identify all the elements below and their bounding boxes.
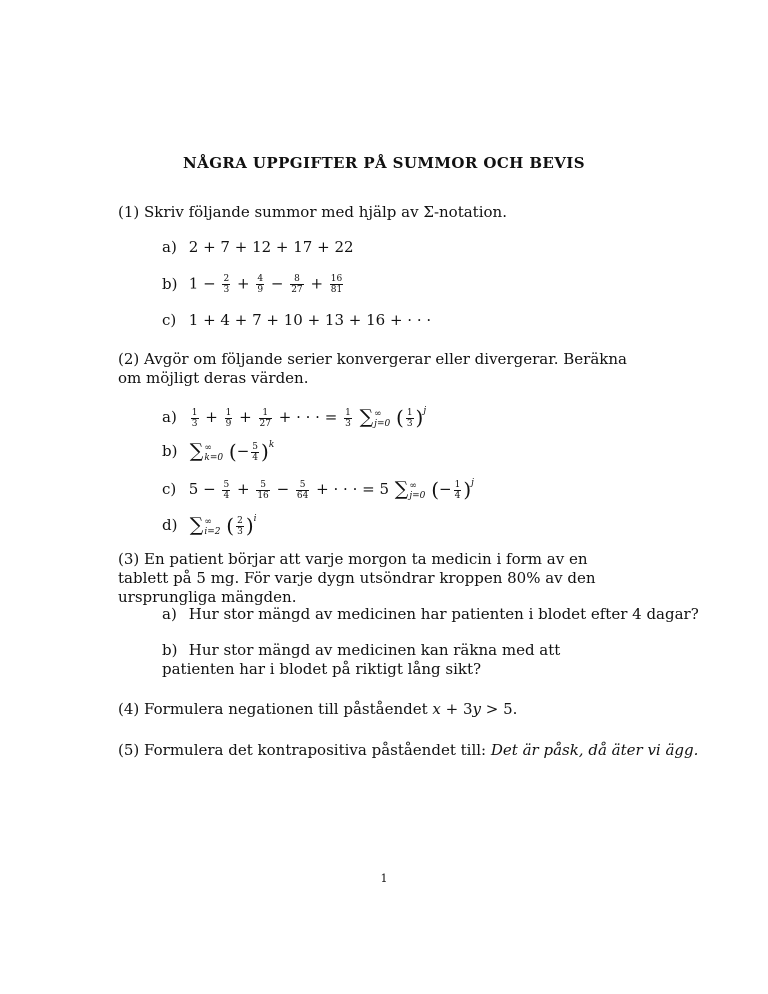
operator: + · · · = bbox=[278, 408, 338, 426]
operator: − bbox=[236, 442, 250, 460]
expr-part: 5 − bbox=[188, 480, 216, 498]
item-label: b) bbox=[162, 641, 178, 659]
question-number: (4) bbox=[118, 700, 140, 718]
exponent: k bbox=[268, 440, 275, 450]
fraction: $\frac{5}{4}$ bbox=[252, 441, 258, 463]
fraction: $\frac{4}{9}$ bbox=[257, 274, 264, 295]
question-text: Avgör om följande serier konvergerar eller divergerar. Beräkna om möjligt deras värden. bbox=[118, 350, 627, 387]
question-number: (5) bbox=[118, 741, 140, 759]
fraction: $\frac{1}{4}$ bbox=[454, 479, 461, 501]
fraction: $\frac{2}{3}$ bbox=[223, 274, 230, 295]
fraction: $\frac{8}{27}$ bbox=[291, 274, 303, 295]
fraction: $\frac{1}{3}$ bbox=[191, 407, 198, 429]
summation-symbol: ∑ ∞ j=0 bbox=[359, 405, 391, 429]
summation-symbol: ∑ ∞ i=2 bbox=[189, 513, 221, 537]
math-part: > 5. bbox=[481, 700, 518, 718]
q2-item-b: b) ∑ ∞ k=0 (− $\frac{5}{4}$ )$^k$ bbox=[162, 439, 275, 464]
fraction: $\frac{1}{9}$ bbox=[225, 407, 232, 429]
question-4 bbox=[118, 700, 517, 719]
math-variable: y bbox=[472, 700, 482, 718]
question-number: (1) bbox=[118, 203, 140, 221]
exponent: j bbox=[423, 406, 427, 416]
operator: + bbox=[239, 408, 252, 426]
operator: + · · · = 5 bbox=[316, 480, 389, 498]
q2-item-c: c) 5 − $\frac{5}{4}$ + $\frac{5}{16}$ − $\frac{5}{64}$ + · · · = 5 ∑ ∞ j=0 (− $\frac{1}{4}$ )$^j$ bbox=[162, 477, 474, 502]
fraction: $\frac{5}{16}$ bbox=[257, 479, 269, 501]
question-text: En patient börjar att varje morgon ta medicin i form av en tablett på 5 mg. För varje dygn utsöndrar kroppen 80% av den ursprungliga mängden. bbox=[118, 550, 596, 606]
quoted-statement: Det är påsk, då äter vi ägg. bbox=[490, 741, 699, 759]
q3-item-b bbox=[162, 641, 628, 679]
item-text: Hur stor mängd av medicinen kan räkna med att patienten har i blodet på riktigt lång sikt? bbox=[162, 641, 561, 678]
item-label: d) bbox=[162, 516, 178, 534]
operator: + bbox=[236, 274, 250, 293]
question-number: (3) bbox=[118, 550, 140, 568]
question-3 bbox=[118, 550, 638, 607]
page-title: NÅGRA UPPGIFTER PÅ SUMMOR OCH BEVIS bbox=[183, 154, 585, 172]
fraction: $\frac{1}{27}$ bbox=[259, 407, 271, 429]
item-label: b) bbox=[162, 442, 178, 460]
q3-item-a bbox=[162, 605, 699, 624]
q2-item-d: d) ∑ ∞ i=2 ( $\frac{2}{3}$ )$^i$ bbox=[162, 513, 257, 538]
fraction: $\frac{5}{4}$ bbox=[223, 479, 230, 501]
fraction: $\frac{1}{3}$ bbox=[345, 407, 351, 429]
math-variable: x bbox=[432, 700, 441, 718]
q1-item-b bbox=[162, 274, 345, 295]
item-label: c) bbox=[162, 311, 177, 329]
question-text: Formulera negationen till påståendet bbox=[144, 700, 428, 718]
math-part: + 3 bbox=[440, 700, 473, 718]
item-text: Hur stor mängd av medicinen har patienten i blodet efter 4 dagar? bbox=[188, 605, 699, 623]
operator: + bbox=[236, 480, 250, 498]
item-label: a) bbox=[162, 605, 177, 623]
operator: + bbox=[310, 274, 324, 293]
fraction: $\frac{16}{81}$ bbox=[330, 274, 343, 295]
item-expression: 1 + 4 + 7 + 10 + 13 + 16 + · · · bbox=[188, 311, 432, 329]
operator: − bbox=[276, 480, 290, 498]
q1-item-a bbox=[162, 238, 354, 257]
item-label: a) bbox=[162, 408, 177, 426]
page-number: 1 bbox=[380, 872, 388, 885]
fraction: $\frac{2}{3}$ bbox=[237, 515, 243, 537]
exponent: i bbox=[253, 514, 257, 524]
item-label: c) bbox=[162, 480, 177, 498]
operator: − bbox=[270, 274, 284, 293]
operator: − bbox=[439, 480, 452, 498]
question-2 bbox=[118, 350, 638, 388]
question-1 bbox=[118, 203, 507, 222]
item-label: a) bbox=[162, 238, 177, 256]
fraction: $\frac{5}{64}$ bbox=[296, 479, 309, 501]
summation-symbol: ∑ ∞ k=0 bbox=[189, 439, 224, 463]
question-number: (2) bbox=[118, 350, 140, 368]
q2-item-a: a) $\frac{1}{3}$ + $\frac{1}{9}$ + $\frac{1}{27}$ + · · · = $\frac{1}{3}$ ∑ ∞ j=0 ( $\frac{1}{3}$ )$^j$ bbox=[162, 405, 427, 430]
item-label: b) bbox=[162, 274, 178, 293]
question-text: Skriv följande summor med hjälp av Σ-notation. bbox=[144, 203, 507, 221]
summation-symbol: ∑ ∞ j=0 bbox=[394, 477, 426, 501]
exponent: j bbox=[471, 478, 474, 488]
q1-item-c bbox=[162, 311, 431, 330]
item-expression: 2 + 7 + 12 + 17 + 22 bbox=[188, 238, 354, 256]
expr-part: 1 − bbox=[188, 274, 216, 293]
question-5 bbox=[118, 741, 698, 760]
question-text: Formulera det kontrapositiva påståendet till: bbox=[144, 741, 487, 759]
fraction: $\frac{1}{3}$ bbox=[406, 407, 413, 429]
operator: + bbox=[205, 408, 218, 426]
